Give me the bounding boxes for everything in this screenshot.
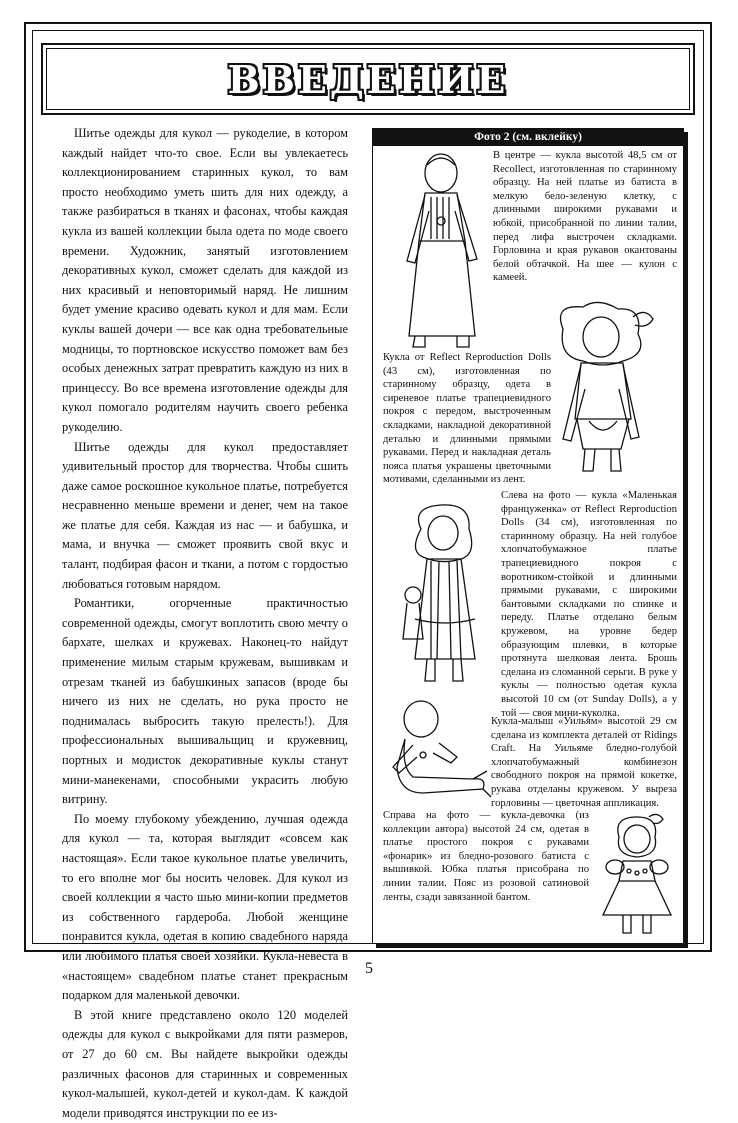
title-banner <box>41 43 695 115</box>
photo-sidebar <box>372 128 684 944</box>
intro-paragraph: Шитье одежды для кукол предоставляет удивительный простор для творчества. Чтобы сшить даже самое роскошное кукольное платье, потребуется несравненно меньше времени и денег, чем на такое же платье для себя. Каждая из нас — и бабушка, и мама, и внучка — сможет проявить свой вкус и талант, подбирая фасон и ткани, а потом с гордостью любоваться готовым нарядом. <box>62 439 348 591</box>
page-title: ВВЕДЕНИЕ <box>227 56 509 102</box>
caption-reflect-lilac-doll: Кукла от Reflect Reproduction Dolls (43 см), изготовленная по старинному образцу, одета в сиреневое платье трапециевидного покроя с передом, выстроченным складками, накладной декоративной деталью и длинными прямыми рукавами. Перед и накладная деталь пояса платья украшены цветочными мотивами, сделанными из лент. <box>383 352 551 486</box>
doll-illustration-pink-girl <box>593 811 681 941</box>
doll-illustration-william <box>383 697 493 807</box>
intro-paragraph: В этой книге представлено около 120 моделей одежды для кукол с выкройками для пяти размеров, от 27 до 60 см. Вы найдете выкройки одежды различных фасонов для старинных и современных кукол-малышей, кукол-детей и кукол-дам. К каждой модели приводятся инструкции по ее из- <box>62 1007 348 1120</box>
caption-little-french-doll: Слева на фото — кукла «Маленькая француженка» от Reflect Reproduction Dolls (34 см), изготовленная по старинному образцу. На ней голубое хлопчатобумажное платье трапециевидного покроя с воротником-стойкой и длинными прямыми рукавами, с широкими бантовыми складками по спинке и переду. Платье отделано белым кружевом, на уровне бедер образующим шлевки, в которые протянута шелковая лента. Брошь сделана из сломанной серьги. В руке у куклы — полностью одетая кукла высотой 10 см (от Sunday Dolls), а у той — своя мини-куколка. <box>501 490 677 719</box>
intro-paragraph: Романтики, огорченные практичностью современной одежды, смогут воплотить свою мечту о бархате, шелках и кружевах. Наконец-то найдут применение милым старым кружевам, вышивкам и отрезам тканей из бабушкиных запасов (вроде бы ничего из них не сделать, но рука просто не поднималась выбросить такую прелесть!). Для профессиональных вышивальщиц и кружевниц, портных и модисток декоративные куклы станут мини-манекенами, способными украсить любую витрину. <box>62 596 348 807</box>
caption-recollect-doll: В центре — кукла высотой 48,5 см от Recollect, изготовленная по старинному образцу. На ней платье из батиста в мелкую бело-зеленую клетку, с длинными широкими рукавами и юбкой, присобранной по линии талии, перед лифа выстрочен складками. Горловина и края рукавов окантованы белой обтачкой. На шее — кулон с камеей. <box>493 150 677 284</box>
intro-paragraph: По моему глубокому убеждению, лучшая одежда для кукол — та, которая выглядит «совсем как настоящая». Если такое кукольное платье увеличить, то его вполне мог бы носить человек. Для кукол из своей коллекции я часто шью мини-копии предметов из собственного гардероба. Любой женщине понравится кукла, одетая в копию свадебного наряда или любимого платья своей хозяйки. Кукла-невеста в «настоящем» свадебном платье станет прекрасным подарком для маленькой девочки. <box>62 811 348 1003</box>
doll-illustration-recollect <box>385 151 493 351</box>
sidebar-header: Фото 2 (см. вклейку) <box>373 129 683 146</box>
intro-text-column <box>62 124 348 1120</box>
caption-william-doll: Кукла-малыш «Уильям» высотой 29 см сделана из комплекта деталей от Ridings Craft. На Уильяме бледно-голубой хлопчатобумажный комбинезон свободного покроя на прямой кокетке, рукава отделаны кружевом. У выреза горловины — цветочная аппликация. <box>491 716 677 809</box>
doll-illustration-little-french <box>391 499 501 689</box>
intro-paragraph: Шитье одежды для кукол — рукоделие, в котором каждый найдет что-то свое. Если вы увлекаетесь коллекционированием старинных кукол, то вам просто необходимо уметь шить для них одежду, а также разбираться в тканях и фасонах, чтобы каждая кукла из вашей коллекции была одета по моде своего времени. Художник, занятый изготовлением декоративных кукол, сможет сделать для каждой из них красивый и неповторимый наряд. Не лишним будет умение красиво одевать кукол и для мам. Если куклы вашей дочери — все как одна требовательные модницы, то портновское искусство поможет вам без особых денежных затрат превратить каждую из них в принцессу. Во все времена изготовление одежды для кукол помогало родителям научить своего ребенка рукоделию. <box>62 126 348 434</box>
caption-pink-girl-doll: Справа на фото — кукла-девочка (из коллекции автора) высотой 24 см, одетая в платье простого покроя с рукавами «фонарик» из бледно-розового батиста с вышивкой. Юбка платья присобрана по линии талии. Пояс из розовой сатиновой ленты, сзади завязанной бантом. <box>383 810 589 903</box>
page-number: 5 <box>365 960 373 977</box>
